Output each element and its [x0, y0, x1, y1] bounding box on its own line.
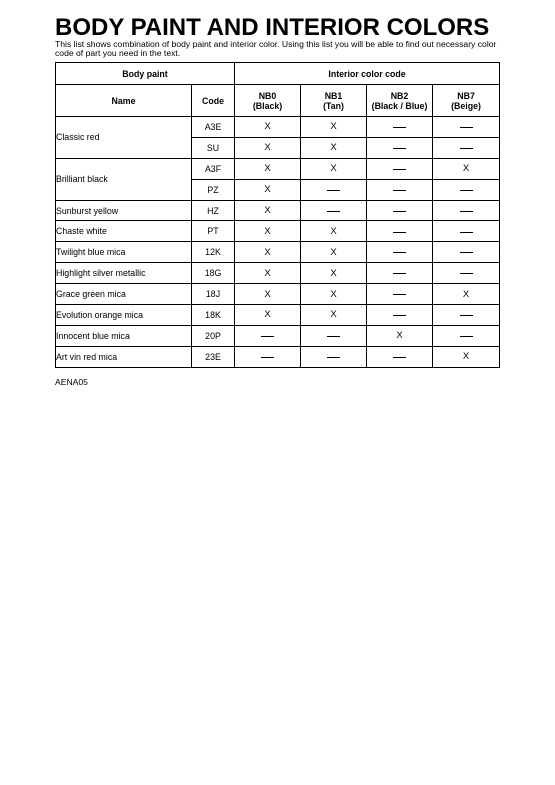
- table-row: [56, 346, 500, 367]
- compatibility-cell: [301, 158, 367, 179]
- not-available-dash: [460, 127, 473, 128]
- compatibility-cell: [433, 137, 500, 158]
- not-available-dash: [460, 190, 473, 191]
- body-paint-header: Body paint: [56, 63, 235, 85]
- table-row: [56, 221, 500, 242]
- not-available-dash: [393, 252, 406, 253]
- not-available-dash: [460, 232, 473, 233]
- compatibility-cell: [433, 325, 500, 346]
- name-column-header: Name: [56, 85, 192, 117]
- paint-code-cell: 18G: [192, 263, 235, 284]
- compatibility-cell: [367, 200, 433, 221]
- table-row: [56, 158, 500, 179]
- compatibility-cell: [235, 263, 301, 284]
- available-mark: X: [396, 330, 403, 342]
- compatibility-cell: [235, 200, 301, 221]
- compatibility-cell: [433, 221, 500, 242]
- compatibility-cell: [301, 325, 367, 346]
- available-mark: X: [264, 309, 271, 321]
- interior-color-label: (Tan): [323, 100, 344, 111]
- interior-color-header: Interior color code: [235, 63, 500, 85]
- compatibility-cell: [235, 117, 301, 138]
- not-available-dash: [393, 273, 406, 274]
- table-row: [56, 242, 500, 263]
- compatibility-cell: [235, 158, 301, 179]
- compatibility-cell: [235, 221, 301, 242]
- not-available-dash: [460, 273, 473, 274]
- page-title: BODY PAINT AND INTERIOR COLORS: [55, 14, 490, 41]
- compatibility-cell: [235, 305, 301, 326]
- paint-name-cell: Evolution orange mica: [56, 305, 192, 326]
- available-mark: X: [462, 163, 470, 175]
- compatibility-cell: [301, 263, 367, 284]
- paint-name-cell: Sunburst yellow: [56, 200, 192, 221]
- available-mark: X: [462, 288, 470, 300]
- not-available-dash: [393, 211, 406, 212]
- compatibility-cell: [367, 305, 433, 326]
- compatibility-cell: [433, 305, 500, 326]
- not-available-dash: [393, 127, 406, 128]
- not-available-dash: [261, 357, 274, 358]
- not-available-dash: [460, 211, 473, 212]
- not-available-dash: [327, 336, 340, 337]
- available-mark: X: [264, 163, 271, 175]
- paint-name-cell: Grace green mica: [56, 284, 192, 305]
- paint-name-cell: Twilight blue mica: [56, 242, 192, 263]
- available-mark: X: [330, 288, 337, 300]
- available-mark: X: [264, 184, 271, 196]
- figure-code: AENA05: [55, 377, 88, 387]
- code-column-header: Code: [192, 85, 235, 117]
- interior-color-label: (Black): [252, 100, 283, 111]
- paint-code-cell: 20P: [192, 325, 235, 346]
- compatibility-cell: [235, 242, 301, 263]
- not-available-dash: [261, 336, 274, 337]
- compatibility-cell: [367, 179, 433, 200]
- interior-code-header: [367, 85, 433, 117]
- compatibility-cell: [433, 346, 500, 367]
- table-row: [56, 305, 500, 326]
- table-row: [56, 263, 500, 284]
- paint-code-cell: 18J: [192, 284, 235, 305]
- interior-code-header: [235, 85, 301, 117]
- not-available-dash: [393, 294, 406, 295]
- paint-name-cell: Innocent blue mica: [56, 325, 192, 346]
- compatibility-cell: [367, 325, 433, 346]
- compatibility-cell: [301, 305, 367, 326]
- table-row: [56, 325, 500, 346]
- not-available-dash: [393, 148, 406, 149]
- interior-code: NB7: [457, 90, 475, 101]
- available-mark: X: [462, 351, 470, 363]
- compatibility-cell: [433, 263, 500, 284]
- paint-code-cell: PZ: [192, 179, 235, 200]
- paint-code-cell: A3F: [192, 158, 235, 179]
- available-mark: X: [330, 267, 337, 279]
- not-available-dash: [327, 357, 340, 358]
- interior-code: NB1: [324, 90, 343, 101]
- table-row: [56, 200, 500, 221]
- compatibility-cell: [433, 158, 500, 179]
- interior-code: NB2: [390, 90, 409, 101]
- interior-code-header: [301, 85, 367, 117]
- not-available-dash: [460, 148, 473, 149]
- paint-code-cell: PT: [192, 221, 235, 242]
- paint-code-cell: HZ: [192, 200, 235, 221]
- compatibility-cell: [433, 200, 500, 221]
- compatibility-cell: [235, 346, 301, 367]
- available-mark: X: [330, 121, 337, 133]
- not-available-dash: [393, 232, 406, 233]
- available-mark: X: [330, 309, 337, 321]
- not-available-dash: [393, 315, 406, 316]
- interior-color-label: (Beige): [451, 100, 481, 111]
- not-available-dash: [393, 169, 406, 170]
- intro-text: This list shows combination of body paint and interior color. Using this list you will be able to find out necessary color code of part you need in the text.: [55, 39, 497, 58]
- available-mark: X: [330, 142, 337, 154]
- paint-name-cell: Brilliant black: [56, 158, 192, 200]
- paint-name-cell: Classic red: [56, 117, 192, 159]
- compatibility-cell: [367, 117, 433, 138]
- not-available-dash: [460, 336, 473, 337]
- table-row: [56, 284, 500, 305]
- compatibility-cell: [433, 242, 500, 263]
- paint-code-cell: 23E: [192, 346, 235, 367]
- compatibility-cell: [235, 284, 301, 305]
- color-combination-table: [55, 62, 500, 368]
- paint-name-cell: Highlight silver metallic: [56, 263, 192, 284]
- available-mark: X: [264, 225, 271, 237]
- available-mark: X: [264, 267, 271, 279]
- available-mark: X: [330, 225, 337, 237]
- compatibility-cell: [301, 117, 367, 138]
- compatibility-cell: [301, 284, 367, 305]
- available-mark: X: [264, 205, 271, 216]
- compatibility-cell: [367, 221, 433, 242]
- interior-code: NB0: [258, 90, 277, 101]
- compatibility-cell: [367, 284, 433, 305]
- paint-name-cell: Art vin red mica: [56, 346, 192, 367]
- interior-code-header: [433, 85, 500, 117]
- compatibility-cell: [301, 346, 367, 367]
- compatibility-cell: [367, 346, 433, 367]
- available-mark: X: [264, 288, 271, 300]
- interior-color-label: (Black / Blue): [371, 100, 428, 111]
- compatibility-cell: [235, 325, 301, 346]
- available-mark: X: [264, 246, 271, 258]
- compatibility-cell: [367, 137, 433, 158]
- compatibility-cell: [433, 284, 500, 305]
- group-header-row: [56, 63, 500, 85]
- compatibility-cell: [301, 221, 367, 242]
- compatibility-cell: [301, 200, 367, 221]
- paint-code-cell: A3E: [192, 117, 235, 138]
- compatibility-cell: [433, 117, 500, 138]
- not-available-dash: [393, 190, 406, 191]
- compatibility-cell: [367, 158, 433, 179]
- not-available-dash: [460, 315, 473, 316]
- not-available-dash: [327, 190, 340, 191]
- paint-code-cell: SU: [192, 137, 235, 158]
- table-body: [56, 117, 500, 368]
- compatibility-cell: [235, 179, 301, 200]
- compatibility-cell: [301, 179, 367, 200]
- not-available-dash: [327, 211, 340, 212]
- paint-name-cell: Chaste white: [56, 221, 192, 242]
- column-header-row: [56, 85, 500, 117]
- not-available-dash: [393, 357, 406, 358]
- compatibility-cell: [301, 137, 367, 158]
- available-mark: X: [330, 246, 337, 258]
- paint-code-cell: 12K: [192, 242, 235, 263]
- compatibility-cell: [367, 263, 433, 284]
- compatibility-cell: [367, 242, 433, 263]
- compatibility-cell: [301, 242, 367, 263]
- paint-code-cell: 18K: [192, 305, 235, 326]
- compatibility-cell: [433, 179, 500, 200]
- available-mark: X: [330, 163, 337, 175]
- available-mark: X: [264, 142, 271, 154]
- not-available-dash: [460, 252, 473, 253]
- compatibility-cell: [235, 137, 301, 158]
- table-row: [56, 117, 500, 138]
- available-mark: X: [264, 121, 271, 133]
